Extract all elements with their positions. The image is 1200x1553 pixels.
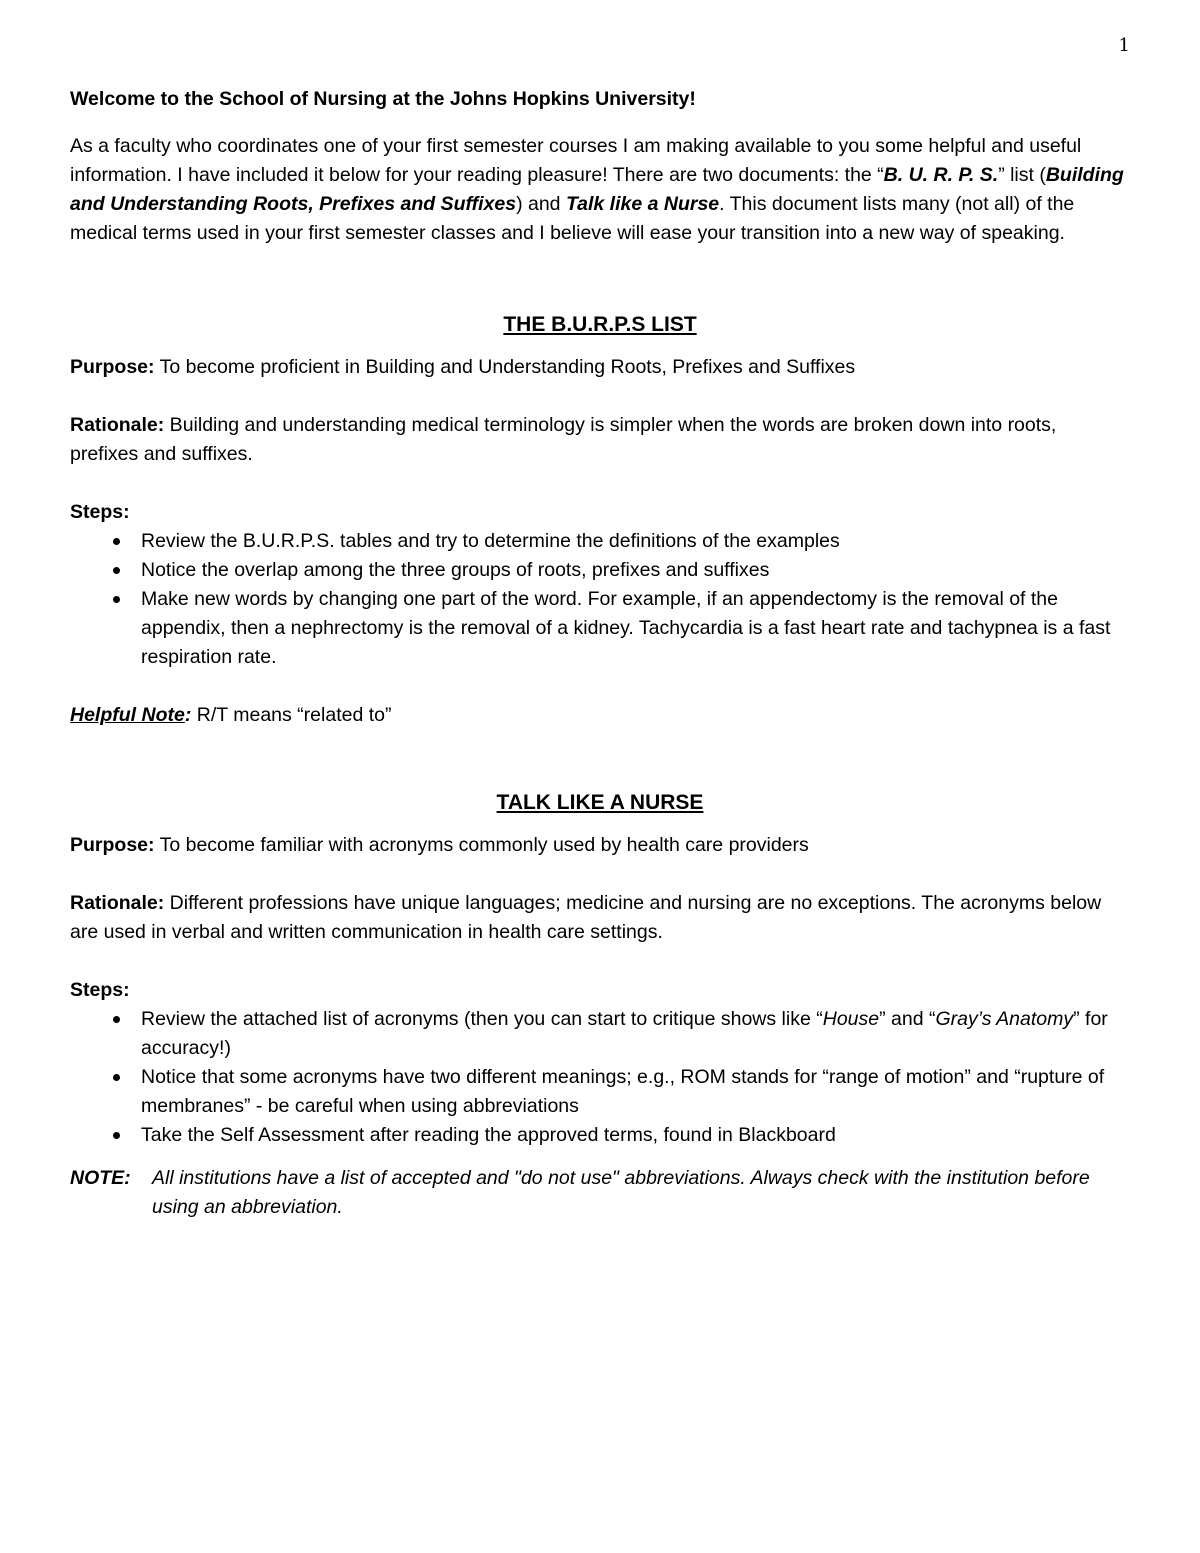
note-label: NOTE:: [70, 1167, 131, 1189]
burps-expansion: Building and Understanding Roots, Prefixes and Suffixes: [70, 164, 1124, 215]
talk-rationale: [70, 889, 1130, 947]
burps-rationale: [70, 411, 1130, 469]
page-number: 1: [1118, 35, 1130, 56]
talk-purpose: [70, 831, 1130, 860]
talk-heading: TALK LIKE A NURSE: [496, 791, 704, 814]
burps-steps-label: Steps:: [70, 501, 130, 523]
helpful-note-colon: :: [184, 704, 192, 726]
talk-purpose-label: Purpose:: [70, 834, 155, 856]
talk-steps-label: Steps:: [70, 979, 130, 1001]
intro-text-3: ) and: [516, 193, 566, 215]
list-item: Take the Self Assessment after reading the approved terms, found in Blackboard: [141, 1121, 1130, 1150]
intro-paragraph: [70, 132, 1130, 248]
helpful-note-text: R/T means “related to”: [191, 704, 392, 726]
institution-note: [70, 1164, 1130, 1222]
intro-text-1: As a faculty who coordinates one of your first semester courses I am making available to you some helpful and useful information. I have included it below for your reading pleasure! There are two documents: the “: [70, 135, 1082, 186]
talk-rationale-label: Rationale:: [70, 892, 165, 914]
step1-text-b: ” and “: [879, 1008, 936, 1030]
burps-quote: B. U. R. P. S.: [883, 164, 999, 186]
list-item: Make new words by changing one part of the word. For example, if an appendectomy is the removal of the appendix, then a nephrectomy is the removal of a kidney. Tachycardia is a fast heart rate and tachypnea is a fast respiration rate.: [141, 585, 1130, 672]
burps-purpose-text: To become proficient in Building and Understanding Roots, Prefixes and Suffixes: [154, 356, 856, 378]
document-body: [70, 85, 1130, 1222]
list-item: Review the B.U.R.P.S. tables and try to determine the definitions of the examples: [141, 527, 1130, 556]
list-item: Notice the overlap among the three groups of roots, prefixes and suffixes: [141, 556, 1130, 585]
intro-text-2: ” list (: [998, 164, 1046, 186]
burps-purpose-label: Purpose:: [70, 356, 155, 378]
talk-rationale-text: Different professions have unique languages; medicine and nursing are no exceptions. The acronyms below are used in verbal and written communication in health care settings.: [70, 892, 1102, 943]
list-item: Notice that some acronyms have two different meanings; e.g., ROM stands for “range of motion” and “rupture of membranes” - be careful when using abbreviations: [141, 1063, 1130, 1121]
welcome-heading: Welcome to the School of Nursing at the Johns Hopkins University!: [70, 88, 696, 110]
step1-text-a: Review the attached list of acronyms (then you can start to critique shows like “: [141, 1008, 823, 1030]
burps-rationale-label: Rationale:: [70, 414, 165, 436]
step1-text-c: ” for accuracy!): [141, 1008, 1108, 1059]
helpful-note-label: Helpful Note: [70, 704, 185, 726]
burps-steps-list: [70, 527, 1130, 672]
note-text: All institutions have a list of accepted and "do not use" abbreviations. Always check with the institution before using an abbreviation.: [152, 1167, 1090, 1218]
talk-purpose-text: To become familiar with acronyms commonly used by health care providers: [154, 834, 809, 856]
step1-house: House: [822, 1008, 880, 1030]
talk-title: Talk like a Nurse: [565, 193, 720, 215]
burps-rationale-text: Building and understanding medical terminology is simpler when the words are broken down into roots, prefixes and suffixes.: [70, 414, 1057, 465]
talk-steps-list: [70, 1005, 1130, 1150]
burps-heading: THE B.U.R.P.S LIST: [503, 313, 697, 336]
intro-text-4: . This document lists many (not all) of the medical terms used in your first semester classes and I believe will ease your transition into a new way of speaking.: [70, 193, 1075, 244]
list-item: [141, 1005, 1130, 1063]
helpful-note: [70, 701, 1130, 730]
step1-grays: Gray’s Anatomy: [935, 1008, 1074, 1030]
burps-purpose: [70, 353, 1130, 382]
